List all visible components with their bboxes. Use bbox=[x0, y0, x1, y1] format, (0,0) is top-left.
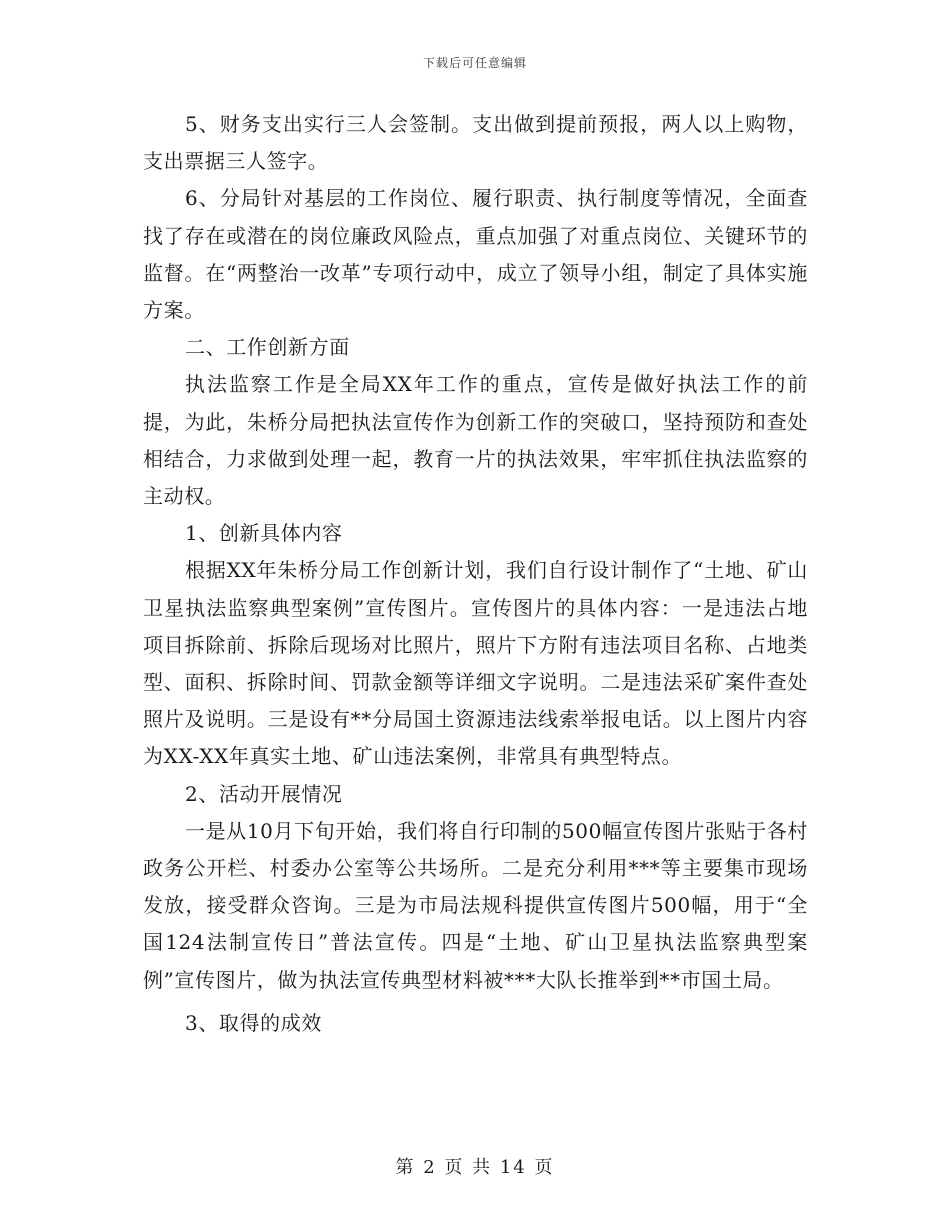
subheading-innovation-content: 1、创新具体内容 bbox=[185, 521, 343, 546]
document-body bbox=[143, 106, 808, 1042]
page-number: 第 2 页 共 14 页 bbox=[395, 1157, 555, 1178]
paragraph-enforcement-publicity: 执法监察工作是全局XX年工作的重点，宣传是做好执法工作的前提，为此，朱桥分局把执法宣传作为创新工作的突破口，坚持预防和查处相结合，力求做到处理一起，教育一片的执法效果，牢牢抓住执法监察的主动权。 bbox=[143, 372, 808, 509]
paragraph-innovation-content: 根据XX年朱桥分局工作创新计划，我们自行设计制作了“土地、矿山卫星执法监察典型案例”宣传图片。宣传图片的具体内容：一是违法占地项目拆除前、拆除后现场对比照片，照片下方附有违法项目名称、占地类型、面积、拆除时间、罚款金额等详细文字说明。二是违法采矿案件查处照片及说明。三是设有**分局国土资源违法线索举报电话。以上图片内容为XX-XX年真实土地、矿山违法案例，非常具有典型特点。 bbox=[143, 558, 808, 769]
subheading-activity-status: 2、活动开展情况 bbox=[185, 781, 343, 806]
paragraph-risk-supervision: 6、分局针对基层的工作岗位、履行职责、执行制度等情况，全面查找了存在或潜在的岗位廉政风险点，重点加强了对重点岗位、关键环节的监督。在“两整治一改革”专项行动中，成立了领导小组，制定了具体实施方案。 bbox=[143, 186, 808, 323]
section-heading-innovation: 二、工作创新方面 bbox=[185, 335, 350, 360]
paragraph-finance-signoff: 5、财务支出实行三人会签制。支出做到提前预报，两人以上购物，支出票据三人签字。 bbox=[143, 112, 808, 174]
subheading-results: 3、取得的成效 bbox=[185, 1010, 322, 1035]
paragraph-activity-status: 一是从10月下旬开始，我们将自行印制的500幅宣传图片张贴于各村政务公开栏、村委办公室等公共场所。二是充分利用***等主要集市现场发放，接受群众咨询。三是为市局法规科提供宣传图片500幅，用于“全国124法制宣传日”普法宣传。四是“土地、矿山卫星执法监察典型案例”宣传图片，做为执法宣传典型材料被***大队长推举到**市国土局。 bbox=[143, 818, 808, 992]
page-header-note: 下载后可任意编辑 bbox=[422, 56, 527, 70]
